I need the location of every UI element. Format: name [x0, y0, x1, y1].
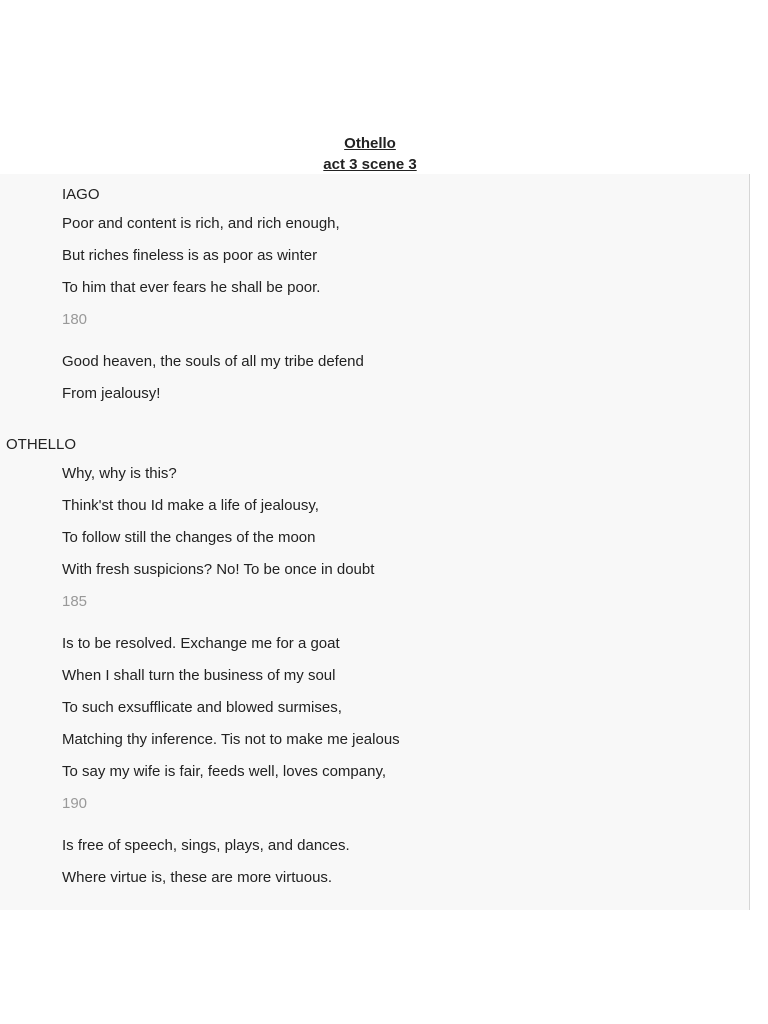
verse-line: To say my wife is fair, feeds well, loves company, — [62, 763, 387, 780]
verse-line: With fresh suspicions? No! To be once in doubt — [62, 561, 375, 578]
verse-line: To such exsufflicate and blowed surmises, — [62, 699, 342, 716]
verse-line: Where virtue is, these are more virtuous. — [62, 869, 333, 886]
verse-line: Think'st thou Id make a life of jealousy, — [62, 497, 319, 514]
speaker-name: IAGO — [62, 186, 100, 203]
verse-line: Poor and content is rich, and rich enough, — [62, 215, 340, 232]
line-number: 190 — [62, 795, 88, 812]
scene-title: act 3 scene 3 — [323, 156, 417, 173]
verse-line: But riches fineless is as poor as winter — [62, 247, 318, 264]
verse-line: From jealousy! — [62, 385, 161, 402]
verse-line: When I shall turn the business of my soul — [62, 667, 336, 684]
line-number: 180 — [62, 311, 88, 328]
verse-line: Is free of speech, sings, plays, and dances. — [62, 837, 350, 854]
verse-line: To follow still the changes of the moon — [62, 529, 316, 546]
play-header — [0, 133, 740, 175]
play-title: Othello — [344, 135, 396, 152]
verse-line: Is to be resolved. Exchange me for a goat — [62, 635, 340, 652]
verse-line: To him that ever fears he shall be poor. — [62, 279, 321, 296]
verse-line: Matching thy inference. Tis not to make me jealous — [62, 731, 400, 748]
verse-line: Why, why is this? — [62, 465, 177, 482]
speaker-name: OTHELLO — [6, 436, 77, 453]
script-panel — [0, 174, 750, 910]
verse-line: Good heaven, the souls of all my tribe defend — [62, 353, 364, 370]
line-number: 185 — [62, 593, 88, 610]
